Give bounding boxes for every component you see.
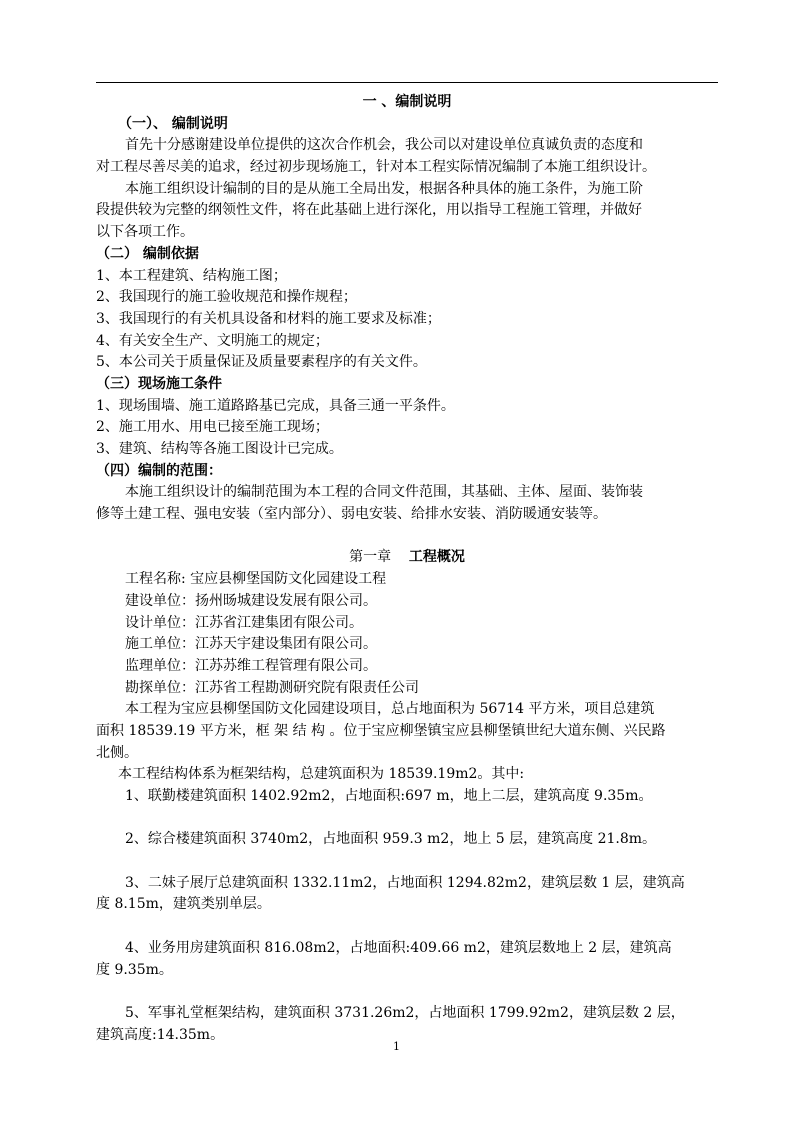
- building-line: 1、联勤楼建筑面积 1402.92m2，占地面积:697 m，地上二层，建筑高度 9.35m。: [125, 788, 653, 804]
- subsection-title-1: （一）、 编制说明: [118, 115, 228, 132]
- paragraph-line: 本工程结构体系为框架结构，总建筑面积为 18539.19m2。其中:: [118, 766, 525, 783]
- paragraph-line: 本施工组织设计的编制范围为本工程的合同文件范围，其基础、主体、屋面、装饰装: [125, 484, 643, 501]
- list-item: 5、本公司关于质量保证及质量要素程序的有关文件。: [96, 354, 427, 371]
- building-line: 4、业务用房建筑面积 816.08m2，占地面积:409.66 m2，建筑层数地上 2 层，建筑高: [125, 939, 672, 956]
- spacer: [96, 526, 718, 548]
- list-item: 1、现场围墙、施工道路路基已完成，具备三通一平条件。: [96, 397, 455, 414]
- building-line: 2、综合楼建筑面积 3740m2，占地面积 959.3 m2，地上 5 层，建筑高度 21.8m。: [125, 831, 657, 848]
- list-item: 1、本工程建筑、结构施工图；: [96, 267, 287, 284]
- info-line: 工程名称: 宝应县柳堡国防文化园建设工程: [125, 571, 387, 588]
- page-body: [96, 92, 718, 1046]
- list-item: 2、施工用水、用电已接至施工现场；: [96, 419, 329, 436]
- paragraph-line: 以下各项工作。: [96, 224, 194, 241]
- info-line: 监理单位：江苏苏维工程管理有限公司。: [125, 657, 377, 674]
- list-item: 4、有关安全生产、文明施工的规定；: [96, 332, 329, 349]
- list-item: 2、我国现行的施工验收规范和操作规程；: [96, 289, 357, 306]
- list-item: 3、我国现行的有关机具设备和材料的施工要求及标准；: [96, 310, 441, 327]
- subsection-title-3: （三）现场施工条件: [96, 375, 222, 392]
- page-number: 1: [393, 1040, 400, 1053]
- info-line: 施工单位：江苏天宇建设集团有限公司。: [125, 636, 377, 653]
- spacer: [96, 916, 718, 938]
- chapter-heading: [96, 547, 718, 569]
- chapter-title: 工程概况: [408, 549, 465, 566]
- paragraph-line: 北侧。: [96, 744, 138, 761]
- subsection-title-4: （四）编制的范围：: [96, 462, 222, 479]
- spacer: [96, 808, 718, 830]
- spacer: [96, 851, 718, 873]
- paragraph-line: 面积 18539.19 平方米，框 架 结 构 。位于宝应柳堡镇宝应县柳堡镇世纪大道东侧、兴民路: [96, 722, 666, 739]
- subsection-title-2: （二） 编制依据: [96, 245, 199, 262]
- info-line: 设计单位：江苏省江建集团有限公司。: [125, 614, 363, 631]
- building-line: 建筑高度:14.35m。: [96, 1026, 225, 1043]
- building-line: 度 8.15m，建筑类别单层。: [96, 896, 271, 913]
- building-line: 3、二妹子展厅总建筑面积 1332.11m2，占地面积 1294.82m2，建筑层数 1 层，建筑高: [125, 874, 685, 891]
- paragraph-line: 本工程为宝应县柳堡国防文化园建设项目，总占地面积为 56714 平方米，项目总建筑: [125, 701, 655, 718]
- paragraph-line: 本施工组织设计编制的目的是从施工全局出发，根据各种具体的施工条件，为施工阶: [125, 180, 643, 197]
- header-rule: [96, 82, 718, 83]
- building-line: 5、军事礼堂框架结构，建筑面积 3731.26m2，占地面积 1799.92m2，建筑层数 2 层，: [125, 1004, 685, 1021]
- paragraph-line: 首先十分感谢建设单位提供的这次合作机会，我公司以对建设单位真诚负责的态度和: [125, 137, 643, 154]
- section-heading: 一 、编制说明: [362, 94, 452, 110]
- paragraph-line: 段提供较为完整的纲领性文件，将在此基础上进行深化，用以指导工程施工管理，并做好: [96, 202, 642, 219]
- paragraph-line: 修等土建工程、强电安装（室内部分）、弱电安装、给排水安装、消防暖通安装等。: [96, 506, 607, 523]
- info-line: 建设单位：扬州旸城建设发展有限公司。: [125, 592, 377, 609]
- building-line: 度 9.35m。: [96, 961, 173, 978]
- list-item: 3、建筑、结构等各施工图设计已完成。: [96, 441, 343, 457]
- chapter-number: 第一章: [349, 549, 392, 566]
- spacer: [96, 981, 718, 1003]
- info-line: 勘探单位：江苏省工程勘测研究院有限责任公司: [125, 679, 419, 696]
- paragraph-line: 对工程尽善尽美的追求，经过初步现场施工，针对本工程实际情况编制了本施工组织设计。: [96, 159, 656, 176]
